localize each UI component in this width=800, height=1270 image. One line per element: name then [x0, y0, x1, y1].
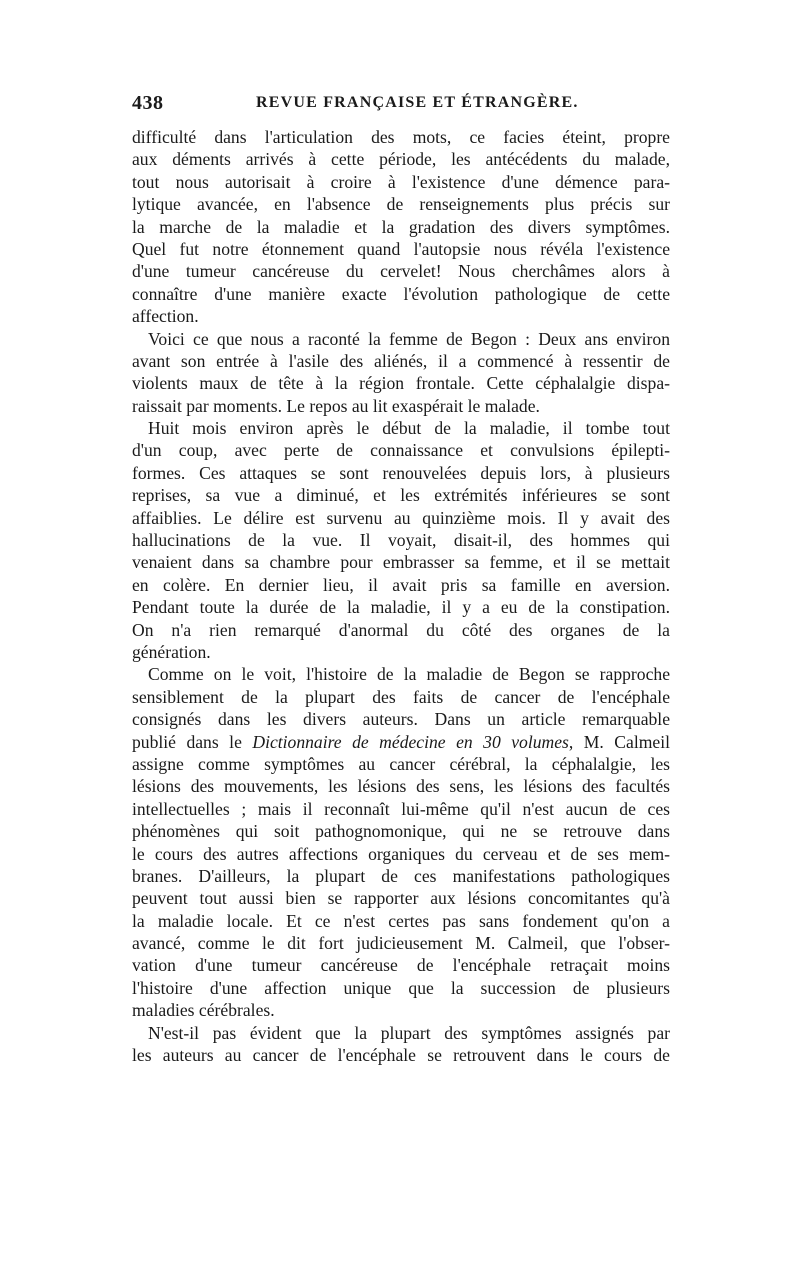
text-line: affection. — [132, 306, 199, 327]
body-text — [132, 126, 670, 1066]
text-line: difficulté dans l'articulation des mots, ce facies éteint, propre — [132, 127, 670, 147]
text-line: On n'a rien remarqué d'anormal du côté des organes de la — [132, 619, 670, 640]
text-line: Quel fut notre étonnement quand l'autopsie nous révéla l'existence — [132, 238, 670, 259]
text-line: sensiblement de la plupart des faits de cancer de l'encéphale — [132, 686, 670, 707]
text-line: assigne comme symptômes au cancer cérébral, la céphalalgie, les — [132, 753, 670, 774]
text-line: les auteurs au cancer de l'encéphale se retrouvent dans le cours de — [132, 1045, 670, 1066]
text-line: la marche de la maladie et la gradation des divers symptômes. — [132, 216, 670, 237]
text-line: d'une tumeur cancéreuse du cervelet! Nous cherchâmes alors à — [132, 261, 670, 282]
page-number: 438 — [132, 92, 164, 114]
text-line: la maladie locale. Et ce n'est certes pas sans fondement qu'on a — [132, 910, 670, 931]
text-line: avancé, comme le dit fort judicieusement M. Calmeil, que l'obser- — [132, 933, 670, 954]
text-line: Huit mois environ après le début de la maladie, il tombe tout — [148, 418, 670, 439]
text-line: lytique avancée, en l'absence de renseignements plus précis sur — [132, 194, 670, 215]
text-line: connaître d'une manière exacte l'évolution pathologique de cette — [132, 283, 670, 304]
text-line: vation d'une tumeur cancéreuse de l'encéphale retraçait moins — [132, 955, 670, 976]
text-line: lésions des mouvements, les lésions des sens, les lésions des facultés — [132, 776, 670, 797]
text-line: raissait par moments. Le repos au lit exaspérait le malade. — [132, 395, 540, 416]
text-line: affaiblies. Le délire est survenu au quinzième mois. Il y avait des — [132, 507, 670, 528]
text-line: branes. D'ailleurs, la plupart de ces manifestations pathologiques — [132, 865, 670, 886]
citation-title: Dictionnaire de médecine en 30 volumes — [252, 731, 569, 752]
page-header — [132, 92, 670, 118]
text-line: N'est-il pas évident que la plupart des symptômes assignés par — [148, 1022, 670, 1043]
text-segment: , M. Calmeil — [568, 731, 670, 752]
running-head: REVUE FRANÇAISE ET ÉTRANGÈRE. — [256, 94, 579, 111]
text-line: aux déments arrivés à cette période, les antécédents du malade, — [132, 149, 670, 170]
text-line: génération. — [132, 641, 211, 662]
text-line: avant son entrée à l'asile des aliénés, il a commencé à ressentir de — [132, 350, 670, 371]
text-line: venaient dans sa chambre pour embrasser sa femme, et il se mettait — [132, 552, 670, 573]
text-line: violents maux de tête à la région frontale. Cette céphalalgie dispa- — [132, 373, 670, 394]
text-line: hallucinations de la vue. Il voyait, disait-il, des hommes qui — [132, 530, 670, 551]
text-line: formes. Ces attaques se sont renouvelées depuis lors, à plusieurs — [132, 462, 670, 483]
text-line: peuvent tout aussi bien se rapporter aux lésions concomitantes qu'à — [132, 888, 670, 909]
text-line: en colère. En dernier lieu, il avait pris sa famille en aversion. — [132, 574, 670, 595]
text-line: phénomènes qui soit pathognomonique, qui ne se retrouve dans — [132, 821, 670, 842]
text-line: maladies cérébrales. — [132, 1000, 275, 1021]
text-line: Comme on le voit, l'histoire de la maladie de Begon se rapproche — [148, 664, 670, 685]
text-line: l'histoire d'une affection unique que la succession de plusieurs — [132, 977, 670, 998]
text-line: Pendant toute la durée de la maladie, il y a eu de la constipation. — [132, 597, 670, 618]
text-segment: publié dans le — [132, 731, 253, 752]
text-line: Voici ce que nous a raconté la femme de Begon : Deux ans environ — [148, 328, 670, 349]
text-line: tout nous autorisait à croire à l'existence d'une démence para- — [132, 171, 670, 192]
text-line-with-citation — [132, 731, 670, 753]
text-line: consignés dans les divers auteurs. Dans un article remarquable — [132, 709, 670, 730]
text-line: reprises, sa vue a diminué, et les extrémités inférieures se sont — [132, 485, 670, 506]
text-line: intellectuelles ; mais il reconnaît lui-même qu'il n'est aucun de ces — [132, 798, 670, 819]
text-line: le cours des autres affections organiques du cerveau et de ses mem- — [132, 843, 670, 864]
text-line: d'un coup, avec perte de connaissance et convulsions épilepti- — [132, 440, 670, 461]
